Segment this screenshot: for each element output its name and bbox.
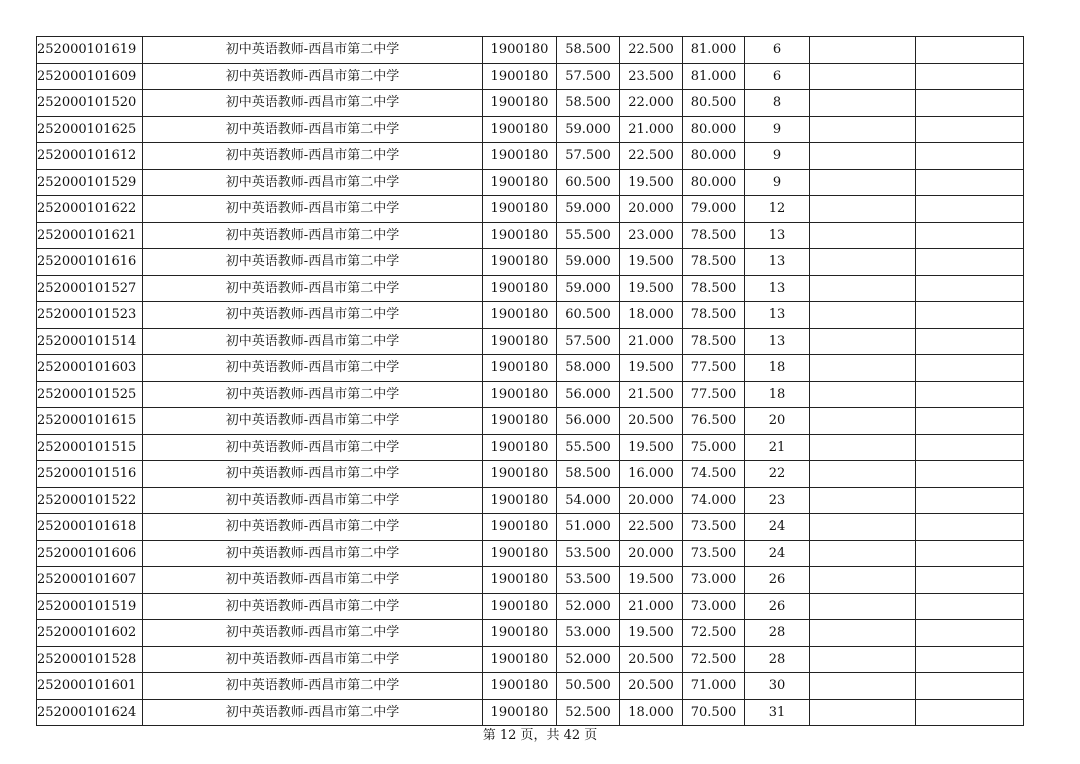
written-score-cell: 57.500 (557, 63, 620, 90)
position-code-cell: 1900180 (483, 567, 557, 594)
position-code-cell: 1900180 (483, 620, 557, 647)
second-score-cell: 23.500 (620, 63, 683, 90)
second-score-cell: 22.000 (620, 90, 683, 117)
candidate-id-cell: 252000101527 (37, 275, 143, 302)
blank-cell (916, 514, 1024, 541)
total-score-cell: 80.000 (683, 143, 745, 170)
rank-cell: 12 (745, 196, 810, 223)
table-row (37, 699, 1024, 726)
second-score-cell: 19.500 (620, 169, 683, 196)
position-code-cell: 1900180 (483, 355, 557, 382)
blank-cell (810, 249, 916, 276)
blank-cell (916, 302, 1024, 329)
position-cell: 初中英语教师-西昌市第二中学 (143, 90, 483, 117)
table-row (37, 275, 1024, 302)
candidate-id-cell: 252000101602 (37, 620, 143, 647)
candidate-id-cell: 252000101624 (37, 699, 143, 726)
table-row (37, 540, 1024, 567)
rank-cell: 21 (745, 434, 810, 461)
blank-cell (810, 116, 916, 143)
blank-cell (916, 487, 1024, 514)
blank-cell (810, 143, 916, 170)
position-code-cell: 1900180 (483, 540, 557, 567)
table-row (37, 487, 1024, 514)
position-cell: 初中英语教师-西昌市第二中学 (143, 222, 483, 249)
table-row (37, 355, 1024, 382)
blank-cell (916, 620, 1024, 647)
position-cell: 初中英语教师-西昌市第二中学 (143, 302, 483, 329)
position-cell: 初中英语教师-西昌市第二中学 (143, 514, 483, 541)
blank-cell (810, 699, 916, 726)
second-score-cell: 22.500 (620, 37, 683, 64)
rank-cell: 13 (745, 275, 810, 302)
written-score-cell: 53.500 (557, 540, 620, 567)
total-score-cell: 77.500 (683, 355, 745, 382)
written-score-cell: 54.000 (557, 487, 620, 514)
written-score-cell: 51.000 (557, 514, 620, 541)
blank-cell (810, 275, 916, 302)
candidate-id-cell: 252000101520 (37, 90, 143, 117)
blank-cell (810, 514, 916, 541)
rank-cell: 8 (745, 90, 810, 117)
table-row (37, 434, 1024, 461)
total-score-cell: 78.500 (683, 328, 745, 355)
blank-cell (916, 169, 1024, 196)
position-cell: 初中英语教师-西昌市第二中学 (143, 355, 483, 382)
rank-cell: 13 (745, 222, 810, 249)
total-score-cell: 81.000 (683, 63, 745, 90)
table-row (37, 461, 1024, 488)
position-cell: 初中英语教师-西昌市第二中学 (143, 63, 483, 90)
rank-cell: 9 (745, 116, 810, 143)
blank-cell (916, 699, 1024, 726)
blank-cell (810, 593, 916, 620)
position-cell: 初中英语教师-西昌市第二中学 (143, 540, 483, 567)
blank-cell (810, 222, 916, 249)
candidate-id-cell: 252000101514 (37, 328, 143, 355)
total-score-cell: 73.500 (683, 540, 745, 567)
blank-cell (810, 302, 916, 329)
rank-cell: 6 (745, 37, 810, 64)
position-code-cell: 1900180 (483, 196, 557, 223)
position-code-cell: 1900180 (483, 63, 557, 90)
table-row (37, 408, 1024, 435)
table-row (37, 143, 1024, 170)
candidate-id-cell: 252000101612 (37, 143, 143, 170)
written-score-cell: 59.000 (557, 196, 620, 223)
written-score-cell: 60.500 (557, 302, 620, 329)
table-row (37, 63, 1024, 90)
written-score-cell: 53.500 (557, 567, 620, 594)
rank-cell: 20 (745, 408, 810, 435)
written-score-cell: 57.500 (557, 328, 620, 355)
blank-cell (810, 673, 916, 700)
rank-cell: 28 (745, 646, 810, 673)
written-score-cell: 59.000 (557, 275, 620, 302)
second-score-cell: 19.500 (620, 275, 683, 302)
written-score-cell: 58.000 (557, 355, 620, 382)
table-row (37, 673, 1024, 700)
candidate-id-cell: 252000101522 (37, 487, 143, 514)
blank-cell (810, 169, 916, 196)
blank-cell (916, 673, 1024, 700)
blank-cell (916, 646, 1024, 673)
total-score-cell: 78.500 (683, 302, 745, 329)
candidate-id-cell: 252000101525 (37, 381, 143, 408)
blank-cell (810, 196, 916, 223)
second-score-cell: 22.500 (620, 514, 683, 541)
total-score-cell: 73.000 (683, 593, 745, 620)
position-cell: 初中英语教师-西昌市第二中学 (143, 699, 483, 726)
candidate-id-cell: 252000101607 (37, 567, 143, 594)
blank-cell (916, 381, 1024, 408)
written-score-cell: 58.500 (557, 461, 620, 488)
written-score-cell: 57.500 (557, 143, 620, 170)
blank-cell (810, 37, 916, 64)
written-score-cell: 52.500 (557, 699, 620, 726)
blank-cell (810, 567, 916, 594)
second-score-cell: 20.000 (620, 196, 683, 223)
candidate-id-cell: 252000101625 (37, 116, 143, 143)
position-cell: 初中英语教师-西昌市第二中学 (143, 593, 483, 620)
table-row (37, 302, 1024, 329)
score-table (36, 36, 1024, 726)
total-score-cell: 70.500 (683, 699, 745, 726)
position-code-cell: 1900180 (483, 302, 557, 329)
position-code-cell: 1900180 (483, 699, 557, 726)
position-code-cell: 1900180 (483, 461, 557, 488)
position-code-cell: 1900180 (483, 249, 557, 276)
second-score-cell: 19.500 (620, 249, 683, 276)
second-score-cell: 18.000 (620, 699, 683, 726)
total-score-cell: 79.000 (683, 196, 745, 223)
table-row (37, 593, 1024, 620)
total-score-cell: 78.500 (683, 275, 745, 302)
position-cell: 初中英语教师-西昌市第二中学 (143, 567, 483, 594)
position-code-cell: 1900180 (483, 514, 557, 541)
blank-cell (810, 63, 916, 90)
second-score-cell: 21.500 (620, 381, 683, 408)
position-cell: 初中英语教师-西昌市第二中学 (143, 487, 483, 514)
position-cell: 初中英语教师-西昌市第二中学 (143, 646, 483, 673)
second-score-cell: 20.500 (620, 673, 683, 700)
rank-cell: 13 (745, 302, 810, 329)
blank-cell (810, 646, 916, 673)
candidate-id-cell: 252000101523 (37, 302, 143, 329)
total-score-cell: 77.500 (683, 381, 745, 408)
written-score-cell: 50.500 (557, 673, 620, 700)
position-cell: 初中英语教师-西昌市第二中学 (143, 328, 483, 355)
second-score-cell: 19.500 (620, 434, 683, 461)
table-row (37, 37, 1024, 64)
position-code-cell: 1900180 (483, 408, 557, 435)
candidate-id-cell: 252000101621 (37, 222, 143, 249)
table-row (37, 328, 1024, 355)
total-score-cell: 74.500 (683, 461, 745, 488)
written-score-cell: 59.000 (557, 249, 620, 276)
second-score-cell: 16.000 (620, 461, 683, 488)
position-cell: 初中英语教师-西昌市第二中学 (143, 169, 483, 196)
blank-cell (916, 37, 1024, 64)
total-score-cell: 73.000 (683, 567, 745, 594)
position-code-cell: 1900180 (483, 143, 557, 170)
table-row (37, 169, 1024, 196)
total-score-cell: 81.000 (683, 37, 745, 64)
written-score-cell: 52.000 (557, 646, 620, 673)
total-score-cell: 80.500 (683, 90, 745, 117)
blank-cell (810, 487, 916, 514)
position-cell: 初中英语教师-西昌市第二中学 (143, 116, 483, 143)
blank-cell (810, 461, 916, 488)
table-row (37, 90, 1024, 117)
total-score-cell: 78.500 (683, 222, 745, 249)
position-code-cell: 1900180 (483, 169, 557, 196)
candidate-id-cell: 252000101619 (37, 37, 143, 64)
position-code-cell: 1900180 (483, 90, 557, 117)
candidate-id-cell: 252000101528 (37, 646, 143, 673)
second-score-cell: 21.000 (620, 116, 683, 143)
blank-cell (916, 222, 1024, 249)
position-code-cell: 1900180 (483, 673, 557, 700)
blank-cell (810, 620, 916, 647)
position-cell: 初中英语教师-西昌市第二中学 (143, 275, 483, 302)
table-row (37, 116, 1024, 143)
second-score-cell: 19.500 (620, 620, 683, 647)
rank-cell: 9 (745, 169, 810, 196)
candidate-id-cell: 252000101609 (37, 63, 143, 90)
rank-cell: 24 (745, 540, 810, 567)
total-score-cell: 72.500 (683, 646, 745, 673)
rank-cell: 18 (745, 355, 810, 382)
written-score-cell: 58.500 (557, 90, 620, 117)
second-score-cell: 23.000 (620, 222, 683, 249)
second-score-cell: 22.500 (620, 143, 683, 170)
position-cell: 初中英语教师-西昌市第二中学 (143, 620, 483, 647)
candidate-id-cell: 252000101618 (37, 514, 143, 541)
table-row (37, 620, 1024, 647)
candidate-id-cell: 252000101515 (37, 434, 143, 461)
blank-cell (810, 434, 916, 461)
candidate-id-cell: 252000101606 (37, 540, 143, 567)
blank-cell (916, 567, 1024, 594)
candidate-id-cell: 252000101601 (37, 673, 143, 700)
blank-cell (810, 540, 916, 567)
position-cell: 初中英语教师-西昌市第二中学 (143, 461, 483, 488)
position-cell: 初中英语教师-西昌市第二中学 (143, 37, 483, 64)
candidate-id-cell: 252000101529 (37, 169, 143, 196)
position-cell: 初中英语教师-西昌市第二中学 (143, 673, 483, 700)
blank-cell (916, 249, 1024, 276)
position-cell: 初中英语教师-西昌市第二中学 (143, 196, 483, 223)
total-score-cell: 78.500 (683, 249, 745, 276)
position-code-cell: 1900180 (483, 37, 557, 64)
candidate-id-cell: 252000101516 (37, 461, 143, 488)
rank-cell: 26 (745, 593, 810, 620)
blank-cell (916, 90, 1024, 117)
position-cell: 初中英语教师-西昌市第二中学 (143, 434, 483, 461)
table-row (37, 567, 1024, 594)
second-score-cell: 21.000 (620, 328, 683, 355)
blank-cell (916, 196, 1024, 223)
second-score-cell: 19.500 (620, 355, 683, 382)
page-footer: 第 12 页，共 42 页 (482, 728, 598, 743)
written-score-cell: 58.500 (557, 37, 620, 64)
total-score-cell: 75.000 (683, 434, 745, 461)
table-row (37, 196, 1024, 223)
table-row (37, 222, 1024, 249)
second-score-cell: 20.000 (620, 540, 683, 567)
table-body (37, 37, 1024, 726)
position-code-cell: 1900180 (483, 275, 557, 302)
rank-cell: 13 (745, 328, 810, 355)
blank-cell (916, 540, 1024, 567)
rank-cell: 28 (745, 620, 810, 647)
position-code-cell: 1900180 (483, 328, 557, 355)
second-score-cell: 20.500 (620, 646, 683, 673)
second-score-cell: 18.000 (620, 302, 683, 329)
table-row (37, 381, 1024, 408)
rank-cell: 6 (745, 63, 810, 90)
written-score-cell: 56.000 (557, 408, 620, 435)
written-score-cell: 52.000 (557, 593, 620, 620)
blank-cell (916, 593, 1024, 620)
rank-cell: 22 (745, 461, 810, 488)
position-code-cell: 1900180 (483, 487, 557, 514)
table-row (37, 514, 1024, 541)
second-score-cell: 21.000 (620, 593, 683, 620)
total-score-cell: 80.000 (683, 169, 745, 196)
position-code-cell: 1900180 (483, 381, 557, 408)
blank-cell (810, 408, 916, 435)
rank-cell: 31 (745, 699, 810, 726)
table-row (37, 249, 1024, 276)
blank-cell (916, 408, 1024, 435)
position-code-cell: 1900180 (483, 116, 557, 143)
total-score-cell: 73.500 (683, 514, 745, 541)
position-code-cell: 1900180 (483, 593, 557, 620)
position-cell: 初中英语教师-西昌市第二中学 (143, 249, 483, 276)
blank-cell (916, 355, 1024, 382)
rank-cell: 30 (745, 673, 810, 700)
blank-cell (916, 143, 1024, 170)
blank-cell (916, 461, 1024, 488)
rank-cell: 23 (745, 487, 810, 514)
total-score-cell: 76.500 (683, 408, 745, 435)
blank-cell (916, 328, 1024, 355)
second-score-cell: 20.000 (620, 487, 683, 514)
blank-cell (916, 275, 1024, 302)
rank-cell: 18 (745, 381, 810, 408)
written-score-cell: 59.000 (557, 116, 620, 143)
candidate-id-cell: 252000101603 (37, 355, 143, 382)
rank-cell: 26 (745, 567, 810, 594)
position-code-cell: 1900180 (483, 434, 557, 461)
blank-cell (810, 381, 916, 408)
position-code-cell: 1900180 (483, 222, 557, 249)
blank-cell (916, 116, 1024, 143)
written-score-cell: 55.500 (557, 434, 620, 461)
table-row (37, 646, 1024, 673)
blank-cell (916, 63, 1024, 90)
total-score-cell: 80.000 (683, 116, 745, 143)
total-score-cell: 74.000 (683, 487, 745, 514)
rank-cell: 9 (745, 143, 810, 170)
written-score-cell: 60.500 (557, 169, 620, 196)
written-score-cell: 53.000 (557, 620, 620, 647)
blank-cell (810, 328, 916, 355)
candidate-id-cell: 252000101615 (37, 408, 143, 435)
position-code-cell: 1900180 (483, 646, 557, 673)
candidate-id-cell: 252000101622 (37, 196, 143, 223)
rank-cell: 24 (745, 514, 810, 541)
blank-cell (810, 90, 916, 117)
candidate-id-cell: 252000101616 (37, 249, 143, 276)
second-score-cell: 20.500 (620, 408, 683, 435)
position-cell: 初中英语教师-西昌市第二中学 (143, 408, 483, 435)
rank-cell: 13 (745, 249, 810, 276)
candidate-id-cell: 252000101519 (37, 593, 143, 620)
blank-cell (916, 434, 1024, 461)
total-score-cell: 72.500 (683, 620, 745, 647)
written-score-cell: 56.000 (557, 381, 620, 408)
written-score-cell: 55.500 (557, 222, 620, 249)
position-cell: 初中英语教师-西昌市第二中学 (143, 143, 483, 170)
second-score-cell: 19.500 (620, 567, 683, 594)
position-cell: 初中英语教师-西昌市第二中学 (143, 381, 483, 408)
blank-cell (810, 355, 916, 382)
total-score-cell: 71.000 (683, 673, 745, 700)
